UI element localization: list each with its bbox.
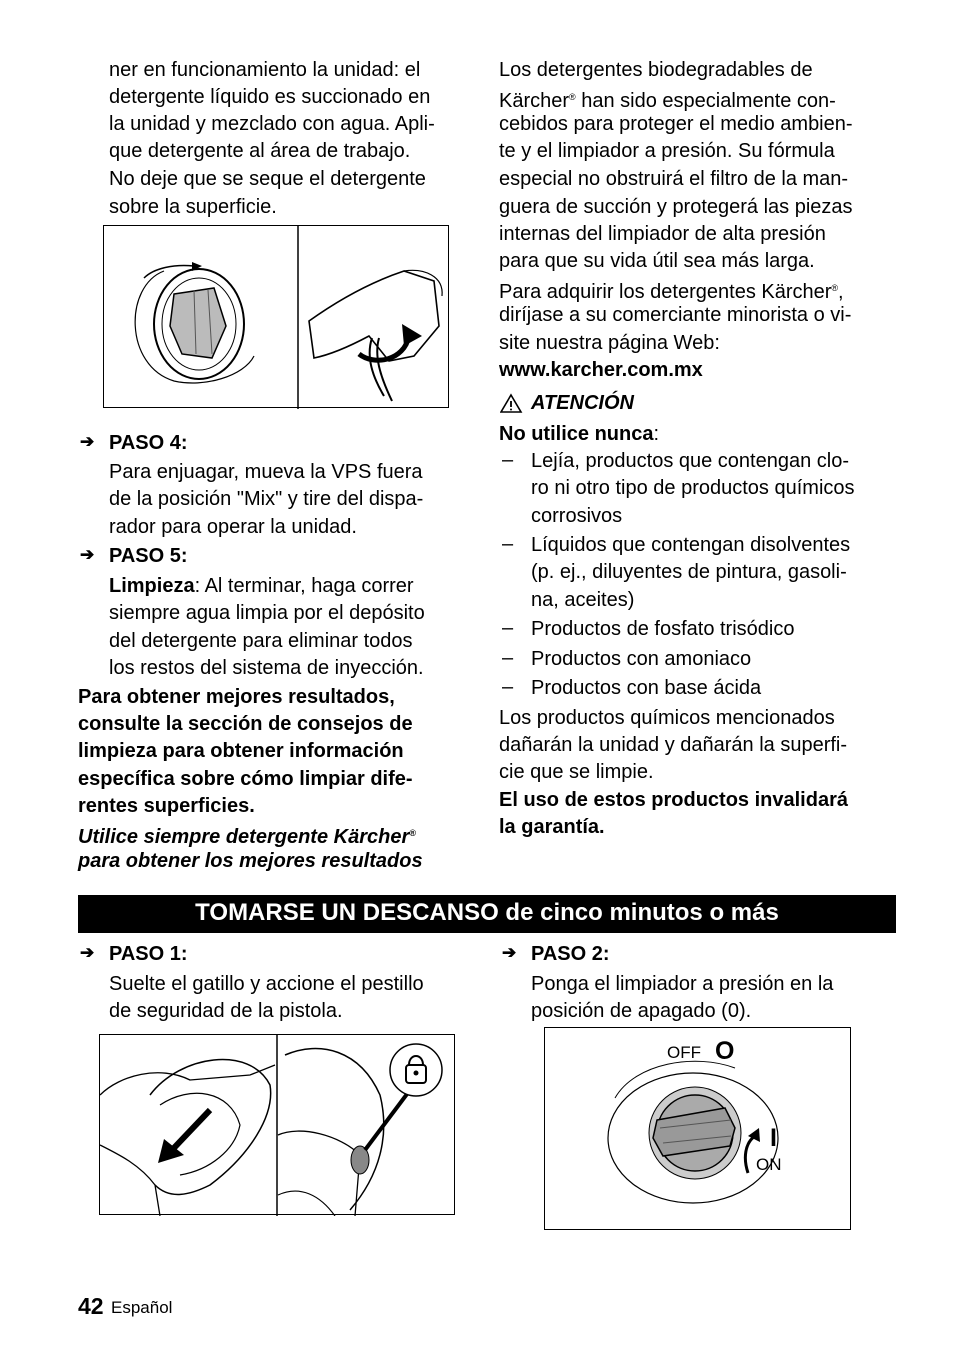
wand-drawing <box>104 226 450 409</box>
list-item-line: Líquidos que contengan disolventes <box>531 534 851 556</box>
damage-line: cie que se limpie. <box>499 761 654 783</box>
figure-knob-off <box>544 1027 851 1230</box>
warranty-line: la garantía. <box>499 816 605 838</box>
step5-line: los restos del sistema de inyección. <box>109 657 424 679</box>
step2-line: posición de apagado (0). <box>531 1000 752 1022</box>
intro-line: No deje que se seque el detergente <box>109 168 426 190</box>
arrow-icon: ➔ <box>80 545 95 564</box>
detergent-text: Para adquirir los detergentes Kärcher <box>499 281 832 303</box>
detergent-line: cebidos para proteger el medio ambien- <box>499 113 853 135</box>
comma: , <box>838 281 844 303</box>
step2-title: PASO 2: <box>531 943 610 965</box>
best-results-line: específica sobre cómo limpiar dife- <box>78 768 413 790</box>
detergent-line: site nuestra página Web: <box>499 332 720 354</box>
step1-line: Suelte el gatillo y accione el pestillo <box>109 973 424 995</box>
step4-line: de la posición "Mix" y tire del dispa- <box>109 488 424 510</box>
arrow-icon: ➔ <box>80 432 95 451</box>
section-banner <box>78 895 896 933</box>
detergent-line: Los detergentes biodegradables de <box>499 59 813 81</box>
detergent-line: para que su vida útil sea más larga. <box>499 250 815 272</box>
list-dash: – <box>502 647 514 669</box>
detergent-line: guera de succión y protegerá las piezas <box>499 196 853 218</box>
detergent-line: especial no obstruirá el filtro de la man- <box>499 168 849 190</box>
registered-mark: ® <box>409 828 416 838</box>
detergent-text: han sido especialmente con- <box>581 90 836 112</box>
step5-line: siempre agua limpia por el depósito <box>109 602 425 624</box>
list-item-line: Productos con base ácida <box>531 677 762 699</box>
intro-line: la unidad y mezclado con agua. Apli- <box>109 113 435 135</box>
trigger-lock-illustration <box>100 1035 456 1216</box>
list-item-line: ro ni otro tipo de productos químicos <box>531 477 855 499</box>
intro-line: ner en funcionamiento la unidad: el <box>109 59 421 81</box>
step1-line: de seguridad de la pistola. <box>109 1000 343 1022</box>
list-item-line: na, aceites) <box>531 589 635 611</box>
off-symbol: O <box>715 1037 735 1065</box>
step5-first-line <box>109 573 414 600</box>
list-item-line: Productos con amoniaco <box>531 648 752 670</box>
intro-line: sobre la superficie. <box>109 196 277 218</box>
list-item-line: corrosivos <box>531 505 623 527</box>
always-use-line: para obtener los mejores resultados <box>78 850 423 872</box>
step1-title: PASO 1: <box>109 943 188 965</box>
figure-trigger-and-lock <box>99 1034 455 1215</box>
step5-first-rest: : Al terminar, haga correr <box>194 575 414 597</box>
detergent-line: te y el limpiador a presión. Su fórmula <box>499 140 835 162</box>
warranty-line: El uso de estos productos invalidará <box>499 789 848 811</box>
detergent-line: internas del limpiador de alta presión <box>499 223 826 245</box>
step5-line: del detergente para eliminar todos <box>109 630 413 652</box>
step4-line: Para enjuagar, mueva la VPS fuera <box>109 461 423 483</box>
list-dash: – <box>502 617 514 639</box>
website-link[interactable]: www.karcher.com.mx <box>499 359 703 381</box>
step2-line: Ponga el limpiador a presión en la <box>531 973 834 995</box>
list-dash: – <box>502 676 514 698</box>
arrow-icon: ➔ <box>80 943 95 962</box>
page-number: 42 <box>78 1293 104 1319</box>
off-label: OFF <box>667 1043 701 1062</box>
arrow-icon: ➔ <box>502 943 517 962</box>
always-use-line <box>78 820 416 851</box>
registered-mark: ® <box>569 92 576 102</box>
detergent-line: diríjase a su comerciante minorista o vi- <box>499 304 852 326</box>
colon: : <box>653 423 660 445</box>
warning-triangle-icon <box>500 393 524 415</box>
attention-label: ATENCIÓN <box>531 392 634 414</box>
step4-title: PASO 4: <box>109 432 188 454</box>
best-results-line: Para obtener mejores resultados, <box>78 686 395 708</box>
never-use-bold: No utilice nunca <box>499 423 654 445</box>
step4-line: rador para operar la unidad. <box>109 516 357 538</box>
damage-line: dañarán la unidad y dañarán la superfi- <box>499 734 848 756</box>
brand-text: Kärcher <box>499 90 570 112</box>
step5-bold-word: Limpieza <box>109 575 195 597</box>
list-item-line: Productos de fosfato trisódico <box>531 618 795 640</box>
best-results-line: rentes superficies. <box>78 795 255 817</box>
list-dash: – <box>502 533 514 555</box>
on-label: ON <box>756 1155 782 1174</box>
intro-line: que detergente al área de trabajo. <box>109 140 411 162</box>
damage-line: Los productos químicos mencionados <box>499 707 835 729</box>
list-dash: – <box>502 449 514 471</box>
best-results-line: limpieza para obtener información <box>78 740 404 762</box>
step5-title: PASO 5: <box>109 545 188 567</box>
never-use-heading <box>499 421 659 448</box>
best-results-line: consulte la sección de consejos de <box>78 713 413 735</box>
always-use-text: Utilice siempre detergente Kärcher <box>78 826 410 848</box>
list-item-line: Lejía, productos que contengan clo- <box>531 450 849 472</box>
registered-mark: ® <box>831 283 839 293</box>
section-title: TOMARSE UN DESCANSO de cinco minutos o más <box>195 899 779 926</box>
on-symbol: I <box>770 1124 777 1152</box>
list-item-line: (p. ej., diluyentes de pintura, gasoli- <box>531 561 847 583</box>
figure-knob-and-wand <box>103 225 449 408</box>
footer-language: Español <box>111 1298 173 1317</box>
intro-line: detergente líquido es succionado en <box>109 86 431 108</box>
